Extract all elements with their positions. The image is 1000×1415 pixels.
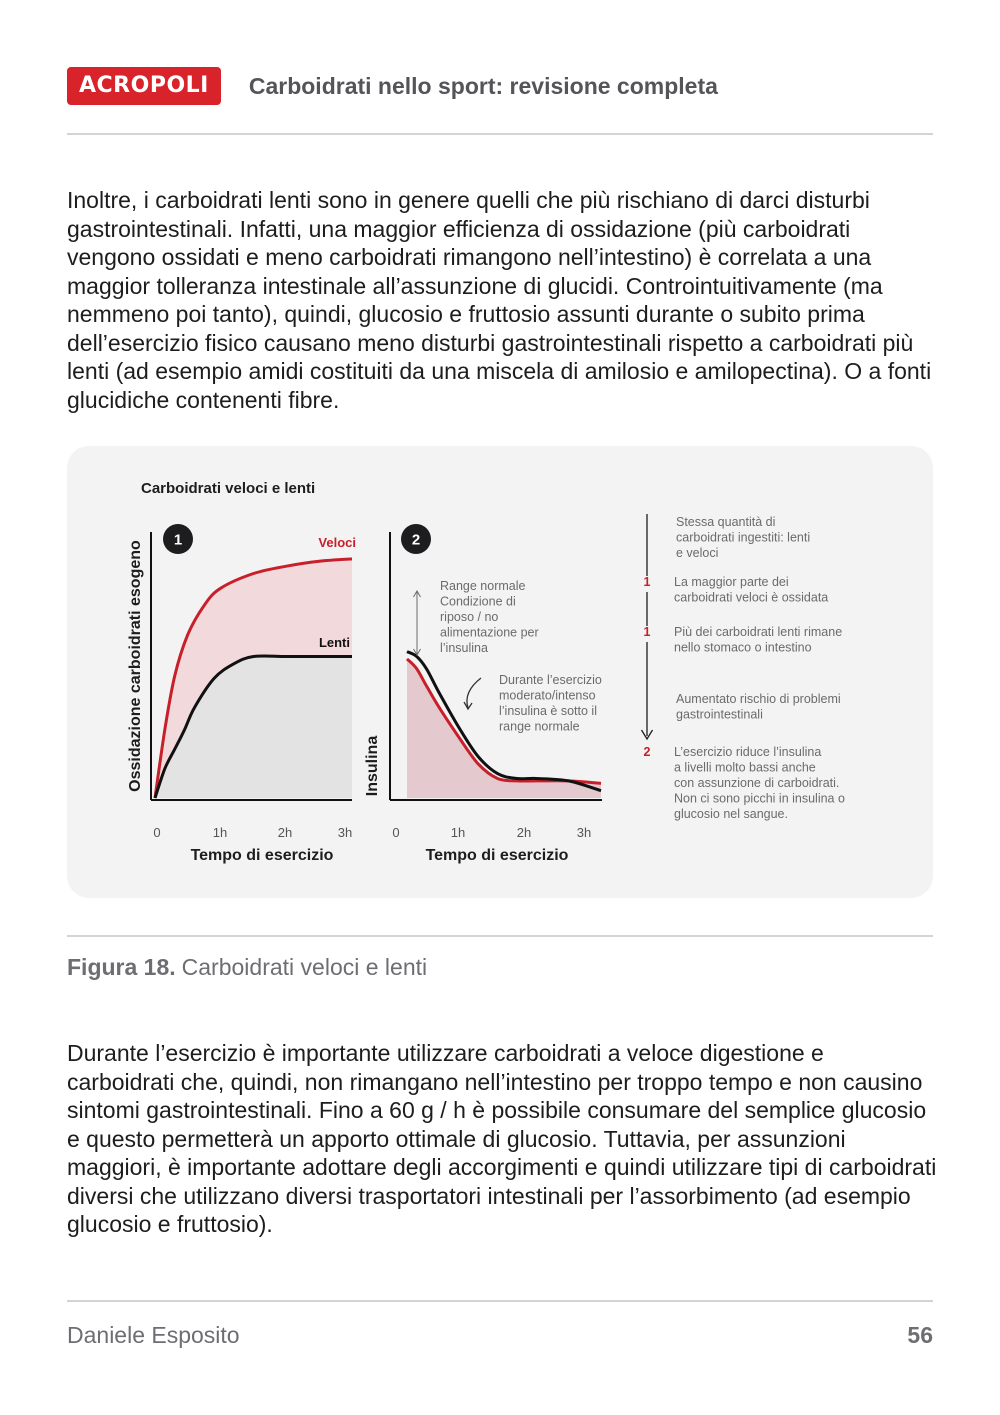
note-number: 1	[643, 625, 651, 639]
x-tick: 2h	[277, 825, 293, 840]
note-fast-oxidized: La maggior parte dei carboidrati veloci è ossidata	[674, 575, 829, 605]
page-header	[67, 66, 933, 106]
series-label-slow: Lenti	[318, 635, 350, 650]
x-axis-title: Tempo di esercizio	[190, 847, 334, 864]
figure-notes	[641, 514, 848, 821]
x-tick: 3h	[337, 825, 353, 840]
paragraph-exercise: Durante l’esercizio è importante utilizzare carboidrati a veloce digestione e carboidrati che, quindi, non rimangano nell’intestino per troppo tempo e non causino sintomi gastrointestinali. Fino a 60 g / h è possibile consumare del semplice glucosio e questo permetterà un apporto ottimale di glucosio. Tuttavia, per assunzioni maggiori, è importante adottare degli accorgimenti e quindi utilizzare tipi di carboidrati diversi che utilizzano diversi trasportatori intestinali per l’assorbimento (ad esempio glucosio e fruttosio).	[67, 1040, 937, 1237]
x-tick: 3h	[576, 825, 592, 840]
page-number: 56	[907, 1322, 933, 1348]
chart-panel-2	[364, 524, 605, 864]
figure-caption	[67, 954, 427, 981]
footer-author: Daniele Esposito	[67, 1322, 240, 1348]
note-insulin-reduction: L’esercizio riduce l’insulina a livelli molto bassi anche con assunzione di carboidrati. Non ci sono picchi in insulina o glucosio nel sangue.	[674, 745, 845, 821]
y-axis-title: Insulina	[364, 735, 381, 797]
figure-divider	[67, 935, 933, 937]
x-tick: 0	[153, 825, 161, 840]
figure-title: Carboidrati veloci e lenti	[141, 480, 316, 497]
note-number: 2	[643, 745, 651, 759]
curved-arrow-icon	[467, 678, 481, 708]
note-same-quantity: Stessa quantità di carboidrati ingestiti: lenti e veloci	[676, 515, 811, 560]
footer-divider	[67, 1300, 933, 1302]
x-tick: 2h	[516, 825, 532, 840]
x-tick: 1h	[450, 825, 466, 840]
caption-label: Figura 18.	[67, 954, 176, 980]
series-label-fast: Veloci	[318, 535, 356, 550]
y-axis-title: Ossidazione carboidrati esogeno	[127, 540, 144, 792]
caption-text: Carboidrati veloci e lenti	[181, 954, 428, 980]
note-number: 1	[643, 575, 651, 589]
x-tick: 1h	[212, 825, 228, 840]
note-slow-remains: Più dei carboidrati lenti rimane nello stomaco o intestino	[674, 625, 843, 655]
x-axis-title: Tempo di esercizio	[425, 847, 569, 864]
step-badge-1-label: 1	[173, 531, 183, 549]
annotation-normal-range: Range normale Condizione di riposo / no alimentazione per l’insulina	[440, 579, 539, 655]
figure-panel	[67, 446, 933, 898]
header-divider	[67, 133, 933, 135]
x-tick: 0	[392, 825, 400, 840]
figure-graphic	[67, 446, 933, 898]
brand-logo: ACROPOLI	[67, 67, 221, 105]
step-badge-2-label: 2	[411, 531, 421, 549]
note-gi-risk: Aumentato rischio di problemi gastrointestinali	[676, 692, 841, 722]
document-title: Carboidrati nello sport: revisione completa	[248, 72, 718, 99]
chart-panel-1	[127, 524, 356, 864]
paragraph-intro: Inoltre, i carboidrati lenti sono in genere quelli che più rischiano di darci disturbi gastrointestinali. Infatti, una maggior efficienza di ossidazione (più carboidrati vengono ossidati e meno carboidrati rimangono nell’intestino) è correlata a una maggior tolleranza intestinale all’assunzione di glucidi. Controintuitivamente (ma nemmeno poi tanto), quindi, glucosio e fruttosio assunti durante o subito prima dell’esercizio fisico causano meno disturbi gastrointestinali rispetto a carboidrati più lenti (ad esempio amidi costituiti da una miscela di amilosio e amilopectina). O a fonti glucidiche contenenti fibre.	[67, 187, 932, 413]
annotation-exercise: Durante l’esercizio moderato/intenso l’insulina è sotto il range normale	[499, 673, 602, 734]
